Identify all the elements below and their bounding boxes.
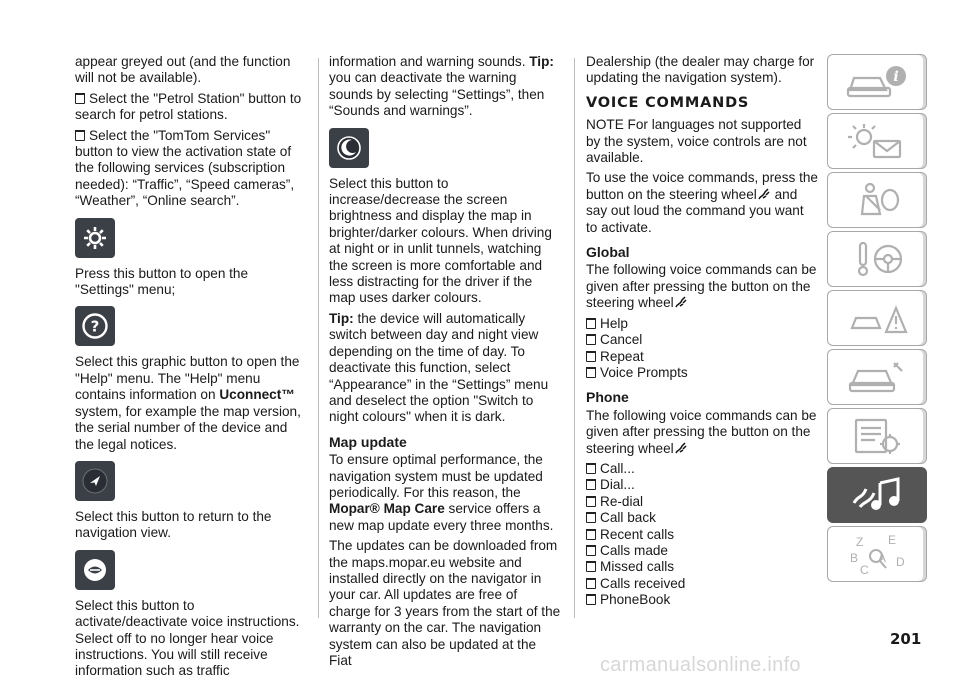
column-divider xyxy=(318,58,319,618)
bullet-item xyxy=(75,91,307,124)
emergency-icon xyxy=(842,298,912,338)
list-item: Calls made xyxy=(586,543,818,559)
list-item: Re-dial xyxy=(586,494,818,510)
svg-text:A: A xyxy=(878,551,887,565)
section-heading-phone: Phone xyxy=(586,389,629,406)
paragraph: To use the voice commands, press the button on the steering wheel and say out loud the command you want to activate. xyxy=(586,170,818,235)
svg-text:C: C xyxy=(860,563,869,576)
checkbox-bullet-icon xyxy=(586,479,596,490)
list-item: Dial... xyxy=(586,477,818,493)
checkbox-bullet-icon xyxy=(586,594,596,605)
paragraph: information and warning sounds. Tip: you can deactivate the warning sounds by selecting “Settings”, then “Sounds and warnings”. xyxy=(329,54,554,119)
section-heading-global: Global xyxy=(586,244,630,261)
night-moon-icon xyxy=(329,128,369,168)
checkbox-bullet-icon xyxy=(586,496,596,507)
checkbox-bullet-icon xyxy=(586,512,596,523)
list-item: Call back xyxy=(586,510,818,526)
svg-text:D: D xyxy=(896,555,905,569)
bullet-item xyxy=(75,128,307,210)
navigation-arrow-icon xyxy=(75,461,115,501)
tab-safety[interactable] xyxy=(827,172,927,228)
paragraph: Select this graphic button to open the "Help" menu. The "Help" menu contains information on Uconnect™ system, for example the map version, the serial number of the device and the legal notices. xyxy=(75,354,301,452)
service-car-icon xyxy=(842,357,912,397)
tab-emergency[interactable] xyxy=(827,290,927,346)
tab-service-maintenance[interactable] xyxy=(827,349,927,405)
section-heading-voice-commands: VOICE COMMANDS xyxy=(586,94,750,111)
multimedia-music-icon xyxy=(842,473,912,517)
section-heading-map-update: Map update xyxy=(329,433,407,450)
checkbox-bullet-icon xyxy=(586,545,596,556)
paragraph: Tip: the device will automatically switch between day and night view depending on the time of day. To deactivate this function, select “Appearance” in the “Settings” menu and deselect the option "Switch to night colours" when it is dark. xyxy=(329,310,549,425)
help-question-icon xyxy=(75,306,115,346)
paragraph: Dealership (the dealer may charge for updating the navigation system). xyxy=(586,54,815,86)
list-item: Missed calls xyxy=(586,559,818,575)
watermark: carmanualsonline.info xyxy=(600,654,801,676)
paragraph: Select this button to return to the navigation view. xyxy=(75,508,272,541)
checkbox-bullet-icon xyxy=(586,463,596,474)
paragraph: appear greyed out (and the function will not be available). xyxy=(75,54,291,86)
svg-text:B: B xyxy=(850,551,859,565)
alphabetical-index-icon xyxy=(842,532,912,576)
tab-car-info[interactable] xyxy=(827,54,927,110)
paragraph: Press this button to open the "Settings" menu; xyxy=(75,265,249,298)
voice-instructions-icon xyxy=(75,550,115,590)
voice-button-icon xyxy=(674,441,688,455)
page-number: 201 xyxy=(890,630,922,648)
list-item: Voice Prompts xyxy=(586,365,818,381)
bullet-text: Select the "TomTom Services" button to view the activation state of the following services (subscription needed): “Traffic”, “Speed cameras”, “Weather”, “Online search”. xyxy=(75,127,295,209)
paragraph: To ensure optimal performance, the navigation system must be updated periodically. For this reason, the Mopar® Map Care service offers a new map update every three months. xyxy=(329,452,554,533)
checkbox-bullet-icon xyxy=(586,334,596,345)
list-item: Cancel xyxy=(586,332,818,348)
checkbox-bullet-icon xyxy=(586,578,596,589)
svg-text:i: i xyxy=(893,69,899,85)
lights-warning-icon xyxy=(842,121,912,161)
checkbox-bullet-icon xyxy=(586,561,596,572)
bullet-text: Select the "Petrol Station" button to search for petrol stations. xyxy=(75,90,302,123)
checkbox-bullet-icon xyxy=(75,93,85,104)
steering-wheel-icon xyxy=(842,239,912,279)
tab-starting-driving[interactable] xyxy=(827,231,927,287)
paragraph: The following voice commands can be given after pressing the button on the steering wheel xyxy=(586,262,817,311)
car-info-icon xyxy=(842,62,912,102)
technical-data-icon xyxy=(842,416,912,456)
checkbox-bullet-icon xyxy=(586,367,596,378)
list-item: Help xyxy=(586,316,818,332)
list-item: Calls received xyxy=(586,576,818,592)
paragraph: Select this button to increase/decrease the screen brightness and display the map in brighter/darker colours. When driving at night or in unlit tunnels, watching the screen is more comfortable and less distracting for the driver if the map uses darker colours. xyxy=(329,175,552,306)
paragraph: Select this button to activate/deactivate voice instructions. Select off to no longer hear voice instructions. You will still receive information such as traffic xyxy=(75,597,300,679)
list-item: Call... xyxy=(586,461,818,477)
checkbox-bullet-icon xyxy=(586,529,596,540)
settings-gear-icon xyxy=(75,218,115,258)
keyword: Uconnect™ xyxy=(219,387,295,403)
svg-text:E: E xyxy=(888,533,897,547)
paragraph: The following voice commands can be given after pressing the button on the steering wheel xyxy=(586,407,817,456)
column-1 xyxy=(75,54,307,684)
checkbox-bullet-icon xyxy=(75,130,85,141)
seatbelt-airbag-icon xyxy=(842,180,912,220)
svg-text:Z: Z xyxy=(856,535,864,549)
list-item: Recent calls xyxy=(586,527,818,543)
tab-index[interactable] xyxy=(827,526,927,582)
checkbox-bullet-icon xyxy=(586,351,596,362)
keyword: Tip: xyxy=(329,310,354,326)
paragraph: NOTE For languages not supported by the system, voice controls are not available. xyxy=(586,117,807,166)
keyword: Tip: xyxy=(529,54,554,69)
tab-lights-warnings[interactable] xyxy=(827,113,927,169)
column-3 xyxy=(586,54,818,609)
paragraph: The updates can be downloaded from the maps.mopar.eu website and installed directly on the navigator in your car. All updates are free of charge for 3 years from the start of the warranty on the car. The navigation system can also be updated at the Fiat xyxy=(329,538,561,668)
column-divider xyxy=(574,58,575,618)
voice-button-icon xyxy=(674,295,688,309)
keyword: Mopar® Map Care xyxy=(329,501,445,517)
list-item: Repeat xyxy=(586,349,818,365)
svg-text:?: ? xyxy=(90,317,100,336)
phone-commands-list xyxy=(586,461,818,609)
chapter-tab-bar xyxy=(827,54,929,585)
checkbox-bullet-icon xyxy=(586,318,596,329)
voice-button-icon xyxy=(757,187,771,201)
global-commands-list xyxy=(586,316,818,382)
tab-technical-data[interactable] xyxy=(827,408,927,464)
tab-multimedia[interactable] xyxy=(827,467,927,523)
list-item: PhoneBook xyxy=(586,592,818,608)
column-2 xyxy=(329,54,561,673)
